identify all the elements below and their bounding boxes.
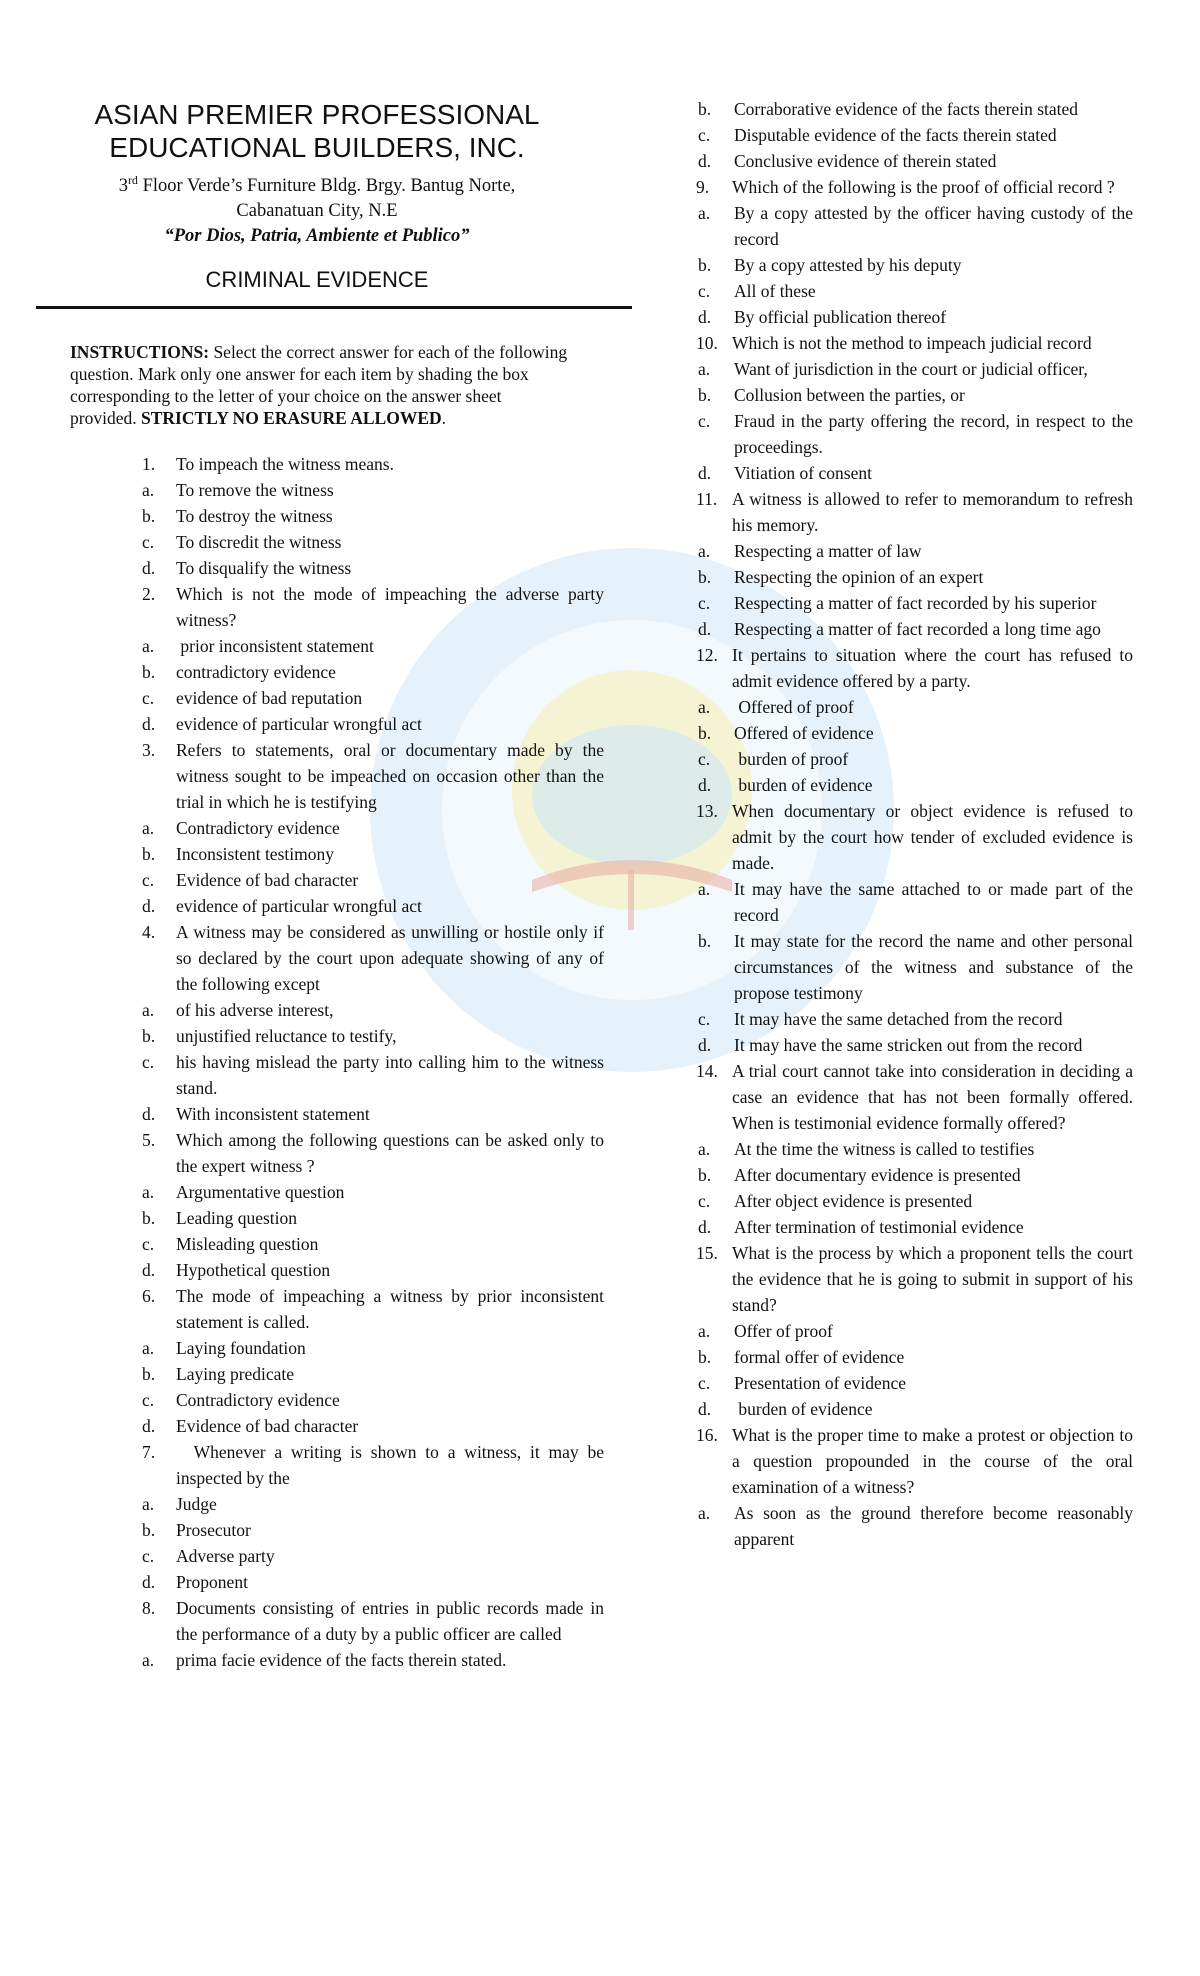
- answer-option: [696, 694, 1133, 720]
- question-text: Whenever a writing is shown to a witness, it may be inspected by the: [176, 1442, 609, 1489]
- answer-option: [696, 772, 1133, 798]
- option-letter: d.: [142, 558, 156, 579]
- option-letter: d.: [698, 775, 712, 795]
- option-letter: a.: [698, 359, 711, 379]
- option-text: Laying foundation: [176, 1338, 306, 1359]
- option-text: By a copy attested by the officer having custody of the record: [734, 203, 1138, 249]
- subject-title: CRIMINAL EVIDENCE: [205, 267, 429, 293]
- option-text: Judge: [176, 1494, 217, 1515]
- option-text: Respecting the opinion of an expert: [734, 567, 984, 587]
- option-letter: b.: [142, 1364, 156, 1385]
- answer-option: [696, 1344, 1133, 1370]
- option-letter: c.: [142, 1546, 155, 1567]
- answer-option: [142, 1361, 604, 1387]
- answer-option: [142, 815, 604, 841]
- answer-option: [696, 1500, 1138, 1552]
- option-text: Offer of proof: [734, 1321, 833, 1341]
- option-text: Offered of proof: [734, 697, 854, 717]
- option-text: By a copy attested by his deputy: [734, 255, 962, 275]
- question-text: Which is not the mode of impeaching the adverse party witness?: [176, 584, 609, 631]
- option-text: Argumentative question: [176, 1182, 345, 1203]
- option-letter: c.: [698, 125, 711, 145]
- answer-option: [142, 1335, 604, 1361]
- question-number: 16.: [696, 1425, 718, 1445]
- question-item: [142, 1283, 609, 1335]
- question-list-left: [142, 451, 609, 1673]
- option-letter: a.: [698, 1503, 711, 1523]
- option-text: of his adverse interest,: [176, 1000, 334, 1021]
- answer-option: [696, 252, 1133, 278]
- option-letter: c.: [698, 1009, 711, 1029]
- answer-option: [142, 1569, 604, 1595]
- question-item: [142, 451, 604, 477]
- answer-option: [696, 1188, 1133, 1214]
- option-text: Prosecutor: [176, 1520, 251, 1541]
- option-letter: c.: [142, 1234, 155, 1255]
- answer-option: [142, 1205, 604, 1231]
- option-letter: a.: [698, 203, 711, 223]
- option-letter: a.: [142, 1650, 155, 1671]
- option-text: It may have the same detached from the record: [734, 1009, 1063, 1029]
- option-text: Vitiation of consent: [734, 463, 872, 483]
- answer-option: [696, 1136, 1133, 1162]
- answer-option: [142, 1387, 604, 1413]
- option-text: Disputable evidence of the facts therein stated: [734, 125, 1057, 145]
- question-list-right: [696, 96, 1138, 1552]
- option-letter: d.: [142, 1416, 156, 1437]
- option-letter: c.: [698, 1373, 711, 1393]
- answer-option: [142, 997, 604, 1023]
- option-text: Proponent: [176, 1572, 248, 1593]
- organization-name: [36, 98, 598, 164]
- question-text: Refers to statements, oral or documentary made by the witness sought to be impeached on occasion other than the trial in which he is testifying: [176, 740, 609, 813]
- right-column: [696, 96, 1138, 1552]
- option-letter: b.: [698, 567, 712, 587]
- option-text: To remove the witness: [176, 480, 334, 501]
- question-text: A trial court cannot take into consideration in deciding a case an evidence that has not been formally offered. When is testimonial evidence formally offered?: [732, 1061, 1138, 1133]
- option-letter: b.: [698, 931, 712, 951]
- question-number: 14.: [696, 1061, 718, 1081]
- option-text: Conclusive evidence of therein stated: [734, 151, 997, 171]
- option-letter: d.: [698, 1217, 712, 1237]
- answer-option: [696, 1006, 1133, 1032]
- option-letter: a.: [142, 1494, 155, 1515]
- option-text: To disqualify the witness: [176, 558, 352, 579]
- option-letter: a.: [698, 1139, 711, 1159]
- answer-option: [696, 200, 1138, 252]
- option-letter: b.: [142, 662, 156, 683]
- answer-option: [142, 555, 604, 581]
- answer-option: [142, 529, 604, 555]
- option-letter: d.: [698, 151, 712, 171]
- question-number: 15.: [696, 1243, 718, 1263]
- option-text: By official publication thereof: [734, 307, 947, 327]
- question-item: [696, 642, 1138, 694]
- answer-option: [696, 746, 1133, 772]
- option-letter: d.: [698, 1035, 712, 1055]
- option-letter: d.: [142, 714, 156, 735]
- answer-option: [142, 1647, 604, 1673]
- answer-option: [142, 1231, 604, 1257]
- option-letter: b.: [698, 385, 712, 405]
- answer-option: [142, 1543, 604, 1569]
- option-letter: a.: [698, 697, 711, 717]
- option-text: Corraborative evidence of the facts therein stated: [734, 99, 1079, 119]
- question-number: 11.: [696, 489, 718, 509]
- question-number: 3.: [142, 740, 156, 761]
- question-item: [696, 1240, 1138, 1318]
- answer-option: [696, 1370, 1133, 1396]
- option-text: Collusion between the parties, or: [734, 385, 965, 405]
- option-text: Misleading question: [176, 1234, 319, 1255]
- option-letter: a.: [142, 1338, 155, 1359]
- instructions-emphasis: STRICTLY NO ERASURE ALLOWED: [140, 408, 442, 429]
- question-text: It pertains to situation where the court has refused to admit evidence offered by a party.: [732, 645, 1138, 691]
- address-line-2: Cabanatuan City, N.E: [236, 201, 398, 222]
- option-text: Want of jurisdiction in the court or judicial officer,: [734, 359, 1088, 379]
- option-letter: d.: [142, 896, 156, 917]
- question-text: When documentary or object evidence is refused to admit by the court how tender of excluded evidence is made.: [732, 801, 1138, 873]
- option-text: his having mislead the party into calling him to the witness stand.: [176, 1052, 609, 1099]
- option-letter: c.: [142, 688, 155, 709]
- question-text: The mode of impeaching a witness by prior inconsistent statement is called.: [176, 1286, 609, 1333]
- answer-option: [696, 720, 1133, 746]
- option-letter: b.: [142, 1520, 156, 1541]
- question-text: To impeach the witness means.: [176, 454, 394, 475]
- answer-option: [696, 122, 1133, 148]
- option-letter: c.: [698, 749, 711, 769]
- option-text: It may have the same stricken out from the record: [734, 1035, 1083, 1055]
- option-text: Contradictory evidence: [176, 1390, 340, 1411]
- question-number: 5.: [142, 1130, 156, 1151]
- question-text: Documents consisting of entries in public records made in the performance of a duty by a public officer are called: [176, 1598, 609, 1645]
- question-number: 10.: [696, 333, 718, 353]
- answer-option: [696, 382, 1133, 408]
- question-item: [696, 798, 1138, 876]
- answer-option: [142, 1413, 604, 1439]
- answer-option: [142, 1179, 604, 1205]
- question-item: [142, 1439, 609, 1491]
- question-item: [696, 1422, 1138, 1500]
- option-text: Hypothetical question: [176, 1260, 331, 1281]
- option-letter: a.: [142, 480, 155, 501]
- answer-option: [696, 460, 1133, 486]
- question-text: Which of the following is the proof of official record ?: [732, 177, 1115, 197]
- option-letter: a.: [698, 1321, 711, 1341]
- option-letter: a.: [142, 818, 155, 839]
- answer-option: [696, 408, 1138, 460]
- answer-option: [142, 1049, 609, 1101]
- option-text: Evidence of bad character: [176, 1416, 359, 1437]
- option-text: evidence of particular wrongful act: [176, 714, 422, 735]
- option-letter: c.: [698, 411, 711, 431]
- answer-option: [696, 278, 1133, 304]
- address-rest: Floor Verde’s Furniture Bldg. Brgy. Bantug Norte,: [137, 176, 516, 197]
- option-text: Adverse party: [176, 1546, 275, 1567]
- question-item: [696, 330, 1133, 356]
- answer-option: [696, 304, 1133, 330]
- answer-option: [696, 1032, 1133, 1058]
- address-line-1: [36, 168, 598, 199]
- question-number: 6.: [142, 1286, 156, 1307]
- option-letter: c.: [698, 593, 711, 613]
- question-text: A witness may be considered as unwilling or hostile only if so declared by the court upon adequate showing of any of the following except: [176, 922, 609, 995]
- option-letter: a.: [142, 636, 155, 657]
- option-letter: b.: [142, 1026, 156, 1047]
- answer-option: [142, 1023, 604, 1049]
- answer-option: [142, 477, 604, 503]
- option-letter: c.: [142, 1052, 155, 1073]
- option-letter: a.: [698, 879, 711, 899]
- option-text: Leading question: [176, 1208, 298, 1229]
- answer-option: [142, 867, 604, 893]
- question-number: 4.: [142, 922, 156, 943]
- question-number: 8.: [142, 1598, 156, 1619]
- option-text: All of these: [734, 281, 816, 301]
- instructions-text: Select the correct answer for each of the following question. Mark only one answer for each item by shading the box corresponding to the letter of your choice on the answer sheet provided.: [70, 342, 568, 429]
- question-text: Which among the following questions can be asked only to the expert witness ?: [176, 1130, 609, 1177]
- option-text: burden of proof: [734, 749, 849, 769]
- answer-option: [696, 876, 1138, 928]
- option-text: Respecting a matter of law: [734, 541, 922, 561]
- instructions-end: .: [441, 408, 447, 429]
- option-text: burden of evidence: [734, 1399, 873, 1419]
- option-letter: d.: [698, 619, 712, 639]
- option-letter: d.: [142, 1572, 156, 1593]
- option-letter: b.: [142, 506, 156, 527]
- question-item: [142, 1595, 609, 1647]
- option-text: Contradictory evidence: [176, 818, 340, 839]
- question-item: [142, 581, 609, 633]
- option-text: evidence of bad reputation: [176, 688, 363, 709]
- answer-option: [142, 1517, 604, 1543]
- option-letter: c.: [142, 532, 155, 553]
- answer-option: [142, 841, 604, 867]
- option-letter: b.: [142, 1208, 156, 1229]
- answer-option: [142, 711, 604, 737]
- option-text: evidence of particular wrongful act: [176, 896, 422, 917]
- option-letter: d.: [698, 463, 712, 483]
- answer-option: [696, 538, 1133, 564]
- question-item: [696, 174, 1133, 200]
- answer-option: [142, 893, 604, 919]
- option-text: After termination of testimonial evidence: [734, 1217, 1024, 1237]
- option-text: With inconsistent statement: [176, 1104, 370, 1125]
- instructions-label: INSTRUCTIONS:: [70, 342, 210, 363]
- option-letter: d.: [698, 1399, 712, 1419]
- answer-option: [696, 1214, 1133, 1240]
- answer-option: [696, 928, 1138, 1006]
- option-letter: b.: [698, 1165, 712, 1185]
- answer-option: [696, 590, 1133, 616]
- option-text: After documentary evidence is presented: [734, 1165, 1021, 1185]
- option-letter: d.: [698, 307, 712, 327]
- option-text: As soon as the ground therefore become reasonably apparent: [734, 1503, 1138, 1549]
- option-text: prima facie evidence of the facts therein stated.: [176, 1650, 507, 1671]
- option-letter: a.: [698, 541, 711, 561]
- option-letter: b.: [698, 99, 712, 119]
- option-text: Laying predicate: [176, 1364, 295, 1385]
- question-item: [142, 919, 609, 997]
- option-text: Respecting a matter of fact recorded by his superior: [734, 593, 1097, 613]
- option-letter: b.: [698, 1347, 712, 1367]
- option-letter: d.: [142, 1104, 156, 1125]
- option-text: It may state for the record the name and other personal circumstances of the witness and substance of the propose testimony: [734, 931, 1138, 1003]
- option-text: To destroy the witness: [176, 506, 333, 527]
- question-item: [696, 1058, 1138, 1136]
- question-number: 1.: [142, 454, 156, 475]
- option-letter: b.: [698, 723, 712, 743]
- question-number: 9.: [696, 177, 710, 197]
- option-text: Respecting a matter of fact recorded a long time ago: [734, 619, 1101, 639]
- answer-option: [142, 503, 604, 529]
- answer-option: [142, 1257, 604, 1283]
- answer-option: [696, 1318, 1133, 1344]
- question-number: 13.: [696, 801, 718, 821]
- option-text: Offered of evidence: [734, 723, 874, 743]
- answer-option: [142, 633, 604, 659]
- address-floor-suffix: rd: [127, 173, 138, 187]
- option-text: burden of evidence: [734, 775, 873, 795]
- answer-option: [142, 1101, 604, 1127]
- header-divider: [36, 306, 632, 309]
- option-text: Presentation of evidence: [734, 1373, 907, 1393]
- option-letter: a.: [142, 1182, 155, 1203]
- option-text: contradictory evidence: [176, 662, 336, 683]
- option-text: formal offer of evidence: [734, 1347, 905, 1367]
- question-number: 7.: [142, 1442, 156, 1463]
- org-name-line-1: ASIAN PREMIER PROFESSIONAL: [94, 99, 540, 130]
- option-letter: c.: [142, 1390, 155, 1411]
- org-name-line-2: EDUCATIONAL BUILDERS, INC.: [109, 132, 525, 163]
- option-letter: c.: [698, 281, 711, 301]
- option-letter: d.: [142, 1260, 156, 1281]
- answer-option: [696, 96, 1133, 122]
- option-text: To discredit the witness: [176, 532, 342, 553]
- question-text: A witness is allowed to refer to memorandum to refresh his memory.: [732, 489, 1138, 535]
- question-text: What is the process by which a proponent tells the court the evidence that he is going to submit in support of his stand?: [732, 1243, 1138, 1315]
- option-letter: c.: [698, 1191, 711, 1211]
- option-text: Fraud in the party offering the record, in respect to the proceedings.: [734, 411, 1138, 457]
- option-text: unjustified reluctance to testify,: [176, 1026, 397, 1047]
- answer-option: [696, 356, 1133, 382]
- answer-option: [696, 148, 1133, 174]
- option-letter: a.: [142, 1000, 155, 1021]
- answer-option: [696, 1162, 1133, 1188]
- option-text: After object evidence is presented: [734, 1191, 973, 1211]
- instructions: [70, 341, 570, 429]
- option-letter: c.: [142, 870, 155, 891]
- left-column: [36, 98, 632, 1673]
- question-item: [142, 737, 609, 815]
- option-text: It may have the same attached to or made part of the record: [734, 879, 1138, 925]
- answer-option: [142, 659, 604, 685]
- option-text: At the time the witness is called to testifies: [734, 1139, 1035, 1159]
- question-number: 12.: [696, 645, 718, 665]
- question-number: 2.: [142, 584, 156, 605]
- answer-option: [142, 685, 604, 711]
- option-letter: b.: [698, 255, 712, 275]
- question-item: [696, 486, 1138, 538]
- option-text: Inconsistent testimony: [176, 844, 334, 865]
- question-text: Which is not the method to impeach judicial record: [732, 333, 1092, 353]
- question-text: What is the proper time to make a protest or objection to a question propounded in the course of the oral examination of a witness?: [732, 1425, 1138, 1497]
- option-letter: b.: [142, 844, 156, 865]
- answer-option: [696, 564, 1133, 590]
- question-item: [142, 1127, 609, 1179]
- answer-option: [696, 1396, 1133, 1422]
- answer-option: [142, 1491, 604, 1517]
- option-text: prior inconsistent statement: [176, 636, 374, 657]
- option-text: Evidence of bad character: [176, 870, 359, 891]
- address-floor: 3: [118, 176, 128, 197]
- answer-option: [696, 616, 1133, 642]
- motto: “Por Dios, Patria, Ambiente et Publico”: [164, 226, 470, 247]
